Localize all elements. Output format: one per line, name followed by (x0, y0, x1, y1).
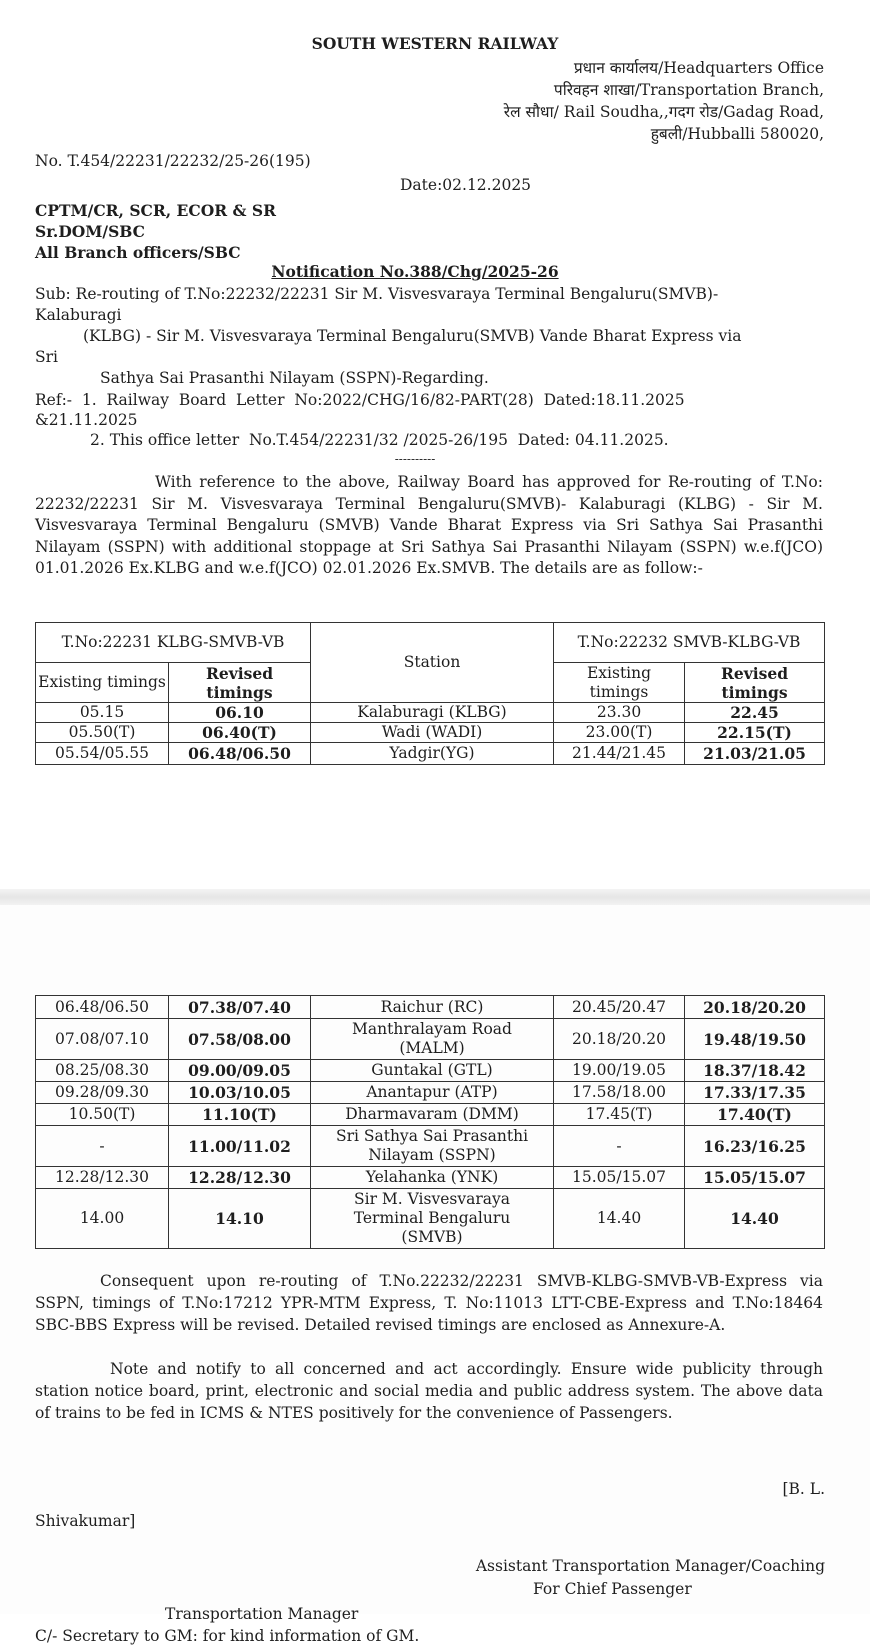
cell: 07.58/08.00 (169, 1019, 311, 1060)
train-22231-header: T.No:22231 KLBG-SMVB-VB (36, 623, 311, 663)
cell: 05.15 (36, 703, 169, 723)
revised-header: Revised timings (169, 663, 311, 703)
recipients (35, 200, 276, 263)
cell: 12.28/12.30 (36, 1167, 169, 1189)
cell: 19.00/19.05 (554, 1060, 685, 1082)
designation-line3: Transportation Manager (165, 1605, 359, 1623)
table-row (36, 743, 825, 765)
timings-table (35, 622, 825, 765)
cell: Sri Sathya Sai Prasanthi Nilayam (SSPN) (311, 1126, 554, 1167)
cell: Manthralayam Road (MALM) (311, 1019, 554, 1060)
cell: 05.50(T) (36, 723, 169, 743)
table-row (36, 1082, 825, 1104)
cell: 06.48/06.50 (36, 996, 169, 1019)
revised-header: Revised timings (685, 663, 825, 703)
copy-to-line: C/- Secretary to GM: for kind information of GM. (35, 1627, 420, 1645)
cell: Yelahanka (YNK) (311, 1167, 554, 1189)
body-paragraph-2: Consequent upon re-routing of T.No.22232/22231 SMVB-KLBG-SMVB-VB-Express via SSPN, timings of T.No:17212 YPR-MTM Express, T. No:11013 LTT-CBE-Express and T.No:18464 SBC-BBS Express will be revised. Detailed revised timings are enclosed as Annexure-A. (35, 1272, 823, 1334)
address-line: परिवहन शाखा/Transportation Branch, (553, 81, 824, 99)
cell: 18.37/18.42 (685, 1060, 825, 1082)
cell: 09.00/09.05 (169, 1060, 311, 1082)
references (35, 390, 825, 450)
signatory-name-part2: Shivakumar] (35, 1512, 136, 1530)
cell: 17.40(T) (685, 1104, 825, 1126)
cell: 23.00(T) (554, 723, 685, 743)
cell: 14.40 (685, 1189, 825, 1249)
cell: 20.18/20.20 (685, 996, 825, 1019)
notification-title: Notification No.388/Chg/2025-26 (271, 262, 559, 281)
timings-table-continued (35, 995, 825, 1249)
reference-item: Ref:- 1. Railway Board Letter No:2022/CHG/16/82-PART(28) Dated:18.11.2025 (35, 391, 685, 409)
cell: 20.45/20.47 (554, 996, 685, 1019)
cell: 07.38/07.40 (169, 996, 311, 1019)
cell: 14.10 (169, 1189, 311, 1249)
letter-date: Date:02.12.2025 (400, 176, 532, 194)
cell: Wadi (WADI) (311, 723, 554, 743)
existing-header: Existing timings (554, 663, 685, 703)
subject-line: Sub: Re-routing of T.No:22232/22231 Sir M. Visvesvaraya Terminal Bengaluru(SMVB)- (35, 285, 719, 303)
recipient: CPTM/CR, SCR, ECOR & SR (35, 201, 276, 220)
cell: 14.00 (36, 1189, 169, 1249)
table-row (36, 996, 825, 1019)
cell: 10.03/10.05 (169, 1082, 311, 1104)
subject-line: Kalaburagi (35, 306, 122, 324)
cell: - (36, 1126, 169, 1167)
table-row (36, 703, 825, 723)
cell: 06.48/06.50 (169, 743, 311, 765)
cell: Sir M. Visvesvaraya Terminal Bengaluru (SMVB) (311, 1189, 554, 1249)
reference-number: No. T.454/22231/22232/25-26(195) (35, 152, 311, 170)
designation-line2: For Chief Passenger (533, 1580, 692, 1598)
cell: 06.40(T) (169, 723, 311, 743)
cell: 11.10(T) (169, 1104, 311, 1126)
org-name: SOUTH WESTERN RAILWAY (311, 34, 559, 53)
cell: 21.44/21.45 (554, 743, 685, 765)
cell: 20.18/20.20 (554, 1019, 685, 1060)
reference-item: 2. This office letter No.T.454/22231/32 /2025-26/195 Dated: 04.11.2025. (90, 431, 669, 449)
reference-item-cont: &21.11.2025 (35, 411, 138, 429)
cell: 22.45 (685, 703, 825, 723)
cell: 17.45(T) (554, 1104, 685, 1126)
train-22232-header: T.No:22232 SMVB-KLBG-VB (554, 623, 825, 663)
subject-line: Sri (35, 348, 58, 366)
subject (35, 284, 741, 389)
separator: ---------- (394, 452, 436, 466)
recipient: Sr.DOM/SBC (35, 222, 146, 241)
cell: 06.10 (169, 703, 311, 723)
address-line: प्रधान कार्यालय/Headquarters Office (573, 59, 824, 77)
address-line: हुबली/Hubballi 580020, (650, 125, 824, 143)
cell: 07.08/07.10 (36, 1019, 169, 1060)
cell: 12.28/12.30 (169, 1167, 311, 1189)
cell: 17.58/18.00 (554, 1082, 685, 1104)
cell: 08.25/08.30 (36, 1060, 169, 1082)
subject-line: Sathya Sai Prasanthi Nilayam (SSPN)-Regarding. (100, 369, 489, 387)
cell: 19.48/19.50 (685, 1019, 825, 1060)
cell: 10.50(T) (36, 1104, 169, 1126)
cell: 15.05/15.07 (554, 1167, 685, 1189)
cell: Guntakal (GTL) (311, 1060, 554, 1082)
subject-line: (KLBG) - Sir M. Visvesvaraya Terminal Bengaluru(SMVB) Vande Bharat Express via (83, 327, 742, 345)
cell: - (554, 1126, 685, 1167)
designation-line1: Assistant Transportation Manager/Coaching (475, 1557, 825, 1575)
recipient: All Branch officers/SBC (35, 243, 241, 262)
table-row (36, 1189, 825, 1249)
body-paragraph-3: Note and notify to all concerned and act accordingly. Ensure wide publicity through station notice board, print, electronic and social media and public address system. The above data of trains to be fed in ICMS & NTES positively for the convenience of Passengers. (35, 1360, 823, 1422)
cell: 23.30 (554, 703, 685, 723)
cell: Anantapur (ATP) (311, 1082, 554, 1104)
cell: 11.00/11.02 (169, 1126, 311, 1167)
existing-header: Existing timings (36, 663, 169, 703)
cell: 09.28/09.30 (36, 1082, 169, 1104)
page-break (0, 889, 870, 905)
table-row (36, 1104, 825, 1126)
organization-title (0, 34, 870, 53)
cell: 15.05/15.07 (685, 1167, 825, 1189)
table-row (36, 1060, 825, 1082)
cell: 14.40 (554, 1189, 685, 1249)
cell: 21.03/21.05 (685, 743, 825, 765)
station-header: Station (311, 623, 554, 703)
cell: Kalaburagi (KLBG) (311, 703, 554, 723)
cell: Dharmavaram (DMM) (311, 1104, 554, 1126)
cell: 17.33/17.35 (685, 1082, 825, 1104)
signatory-name-part1: [B. L. (782, 1480, 825, 1498)
table-row (36, 1019, 825, 1060)
address-line: रेल सौधा/ Rail Soudha,,गदग रोड/Gadag Road, (503, 103, 824, 121)
cell: Yadgir(YG) (311, 743, 554, 765)
cell: 16.23/16.25 (685, 1126, 825, 1167)
cell: Raichur (RC) (311, 996, 554, 1019)
body-paragraph: With reference to the above, Railway Board has approved for Re-routing of T.No: 22232/22231 Sir M. Visvesvaraya Terminal Bengaluru(SMVB)- Kalaburagi (KLBG) - Sir M. Visvesvaraya Terminal Bengaluru (SMVB) Vande Bharat Express via Sri Sathya Sai Prasanthi Nilayam (SSPN) with additional stoppage at Sri Sathya Sai Prasanthi Nilayam (SSPN) w.e.f(JCO) 01.01.2026 Ex.KLBG and w.e.f(JCO) 02.01.2026 Ex.SMVB. The details are as follow:- (35, 473, 823, 577)
table-row (36, 1167, 825, 1189)
cell: 22.15(T) (685, 723, 825, 743)
table-row (36, 1126, 825, 1167)
cell: 05.54/05.55 (36, 743, 169, 765)
office-address (504, 57, 824, 145)
table-row (36, 723, 825, 743)
